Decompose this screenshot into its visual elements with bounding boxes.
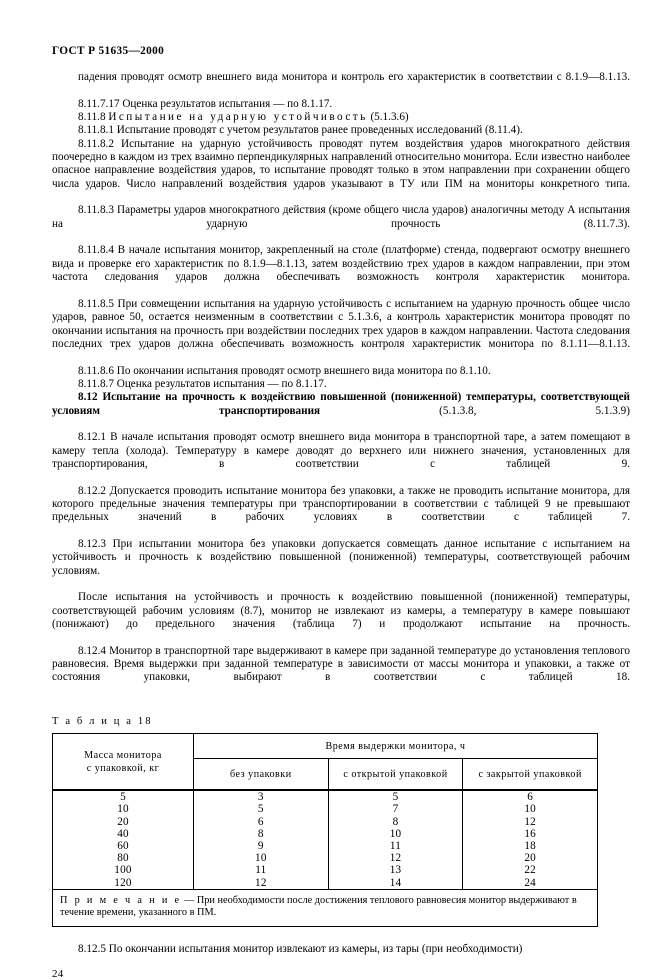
- paragraph-8-11-8-1: 8.11.8.1 Испытание проводят с учетом результатов ранее проведенных исследований (8.11.4).: [78, 124, 523, 137]
- table-note-text: — При необходимости после достижения теплового равновесия монитор выдерживают в течение времени, указанного в ПМ.: [60, 894, 577, 919]
- cell-value: 5: [392, 791, 399, 804]
- cell-value: 6: [257, 815, 264, 828]
- paragraph-8-11-8-6: 8.11.8.6 По окончании испытания проводят осмотр внешнего вида монитора по 8.1.10.: [78, 364, 491, 377]
- cell-value: 11: [389, 839, 402, 852]
- table-header-closed-packaging: с закрытой упаковкой: [463, 759, 598, 791]
- table-col-no-packaging: [194, 790, 329, 889]
- cell-value: 14: [389, 876, 402, 889]
- paragraph-8-11-8-7: 8.11.8.7 Оценка результатов испытания — по 8.1.17.: [78, 377, 327, 390]
- table-header-open-packaging: с открытой упаковкой: [328, 759, 463, 791]
- cell-value: 8: [257, 827, 264, 840]
- cell-value: 3: [257, 791, 264, 804]
- paragraph-8-11-8-5: 8.11.8.5 При совмещении испытания на ударную устойчивость с испытанием на ударную прочность общее число ударов, равное 50, остается неизменным в соответствии с 5.1.3.6, а контроль характеристик монитора проводят по окончании испытания на прочность при воздействии последних трех ударов в каждом направлении. Частота следования последних трех ударов должна обеспечивать возможность контроля характеристик монитора по 8.1.11—8.1.13.: [52, 297, 630, 350]
- cell-value: 9: [257, 839, 264, 852]
- table-col-closed-packaging: [463, 790, 598, 889]
- table-header-mass: [53, 734, 194, 791]
- paragraph-8-11-8-3: 8.11.8.3 Параметры ударов многократного действия (кроме общего числа ударов) аналогичны методу А испытания на ударную прочность (8.11.7.3).: [52, 204, 630, 230]
- paragraph-8-12-3b: После испытания на устойчивость и прочность к воздействию повышенной (пониженной) температуры, соответствующей рабочим условиям (8.7), монитор не извлекают из камеры, а температуру в камере повышают (понижают) до предельного значения (таблица 7) и продолжают испытание на прочность.: [52, 591, 630, 631]
- table-note: [53, 889, 598, 926]
- paragraph-continuation: падения проводят осмотр внешнего вида монитора и контроль его характеристик в соответствии с 8.1.9—8.1.13.: [78, 71, 630, 83]
- clause-title-spaced: Испытание на ударную устойчивость: [108, 111, 368, 124]
- cell-value: 10: [255, 852, 267, 865]
- table-18: [52, 733, 598, 927]
- table-note-row: [53, 889, 598, 926]
- table-header-no-packaging: без упаковки: [194, 759, 329, 791]
- cell-value: 12: [524, 815, 536, 828]
- cell-value: 12: [255, 876, 267, 889]
- table-header-mass-line2: с упаковкой, кг: [86, 762, 160, 774]
- paragraph-8-11-8-4: 8.11.8.4 В начале испытания монитор, закрепленный на столе (платформе) стенда, подвергают осмотру внешнего вида и проверке его характеристик по 8.1.9—8.1.13, затем воздействию трех ударов в каждом направлении, при этом частота следования ударов должна обеспечивать возможность контроля характеристик монитора.: [52, 244, 630, 284]
- paragraph-8-12-1: 8.12.1 В начале испытания проводят осмотр внешнего вида монитора в транспортной таре, а затем помещают в камеру тепла (холода). Температуру в камере доводят до верхнего или нижнего значения, установленных для транспортирования, в соответствии с таблицей 9.: [52, 431, 630, 470]
- paragraph-8-11-8-heading: [52, 111, 630, 124]
- table-caption: Т а б л и ц а 18: [52, 716, 153, 728]
- cell-value: 18: [524, 839, 536, 852]
- cell-value: 80: [117, 852, 129, 865]
- cell-value: 6: [527, 791, 534, 804]
- table-header: [53, 734, 598, 791]
- page-number: 24: [52, 968, 64, 980]
- cell-value: 10: [389, 827, 402, 840]
- clause-reference: (5.1.3.8, 5.1.3.9): [320, 404, 631, 417]
- cell-value: 8: [392, 815, 399, 828]
- tail-section: [52, 943, 630, 980]
- cell-value: 7: [392, 803, 399, 816]
- table-header-group: Время выдержки монитора, ч: [194, 734, 598, 759]
- table-header-row-1: [53, 734, 598, 759]
- cell-value: 20: [524, 852, 536, 865]
- cell-value: 12: [389, 852, 402, 865]
- cell-value: 20: [117, 815, 129, 828]
- paragraph-8-12-4: 8.12.4 Монитор в транспортной таре выдерживают в камере при заданной температуре до установления теплового равновесия. Время выдержки при заданной температуре в зависимости от массы монитора и упаковки, а также от состояния упаковки, выбирают в соответствии с таблицей 18.: [52, 644, 630, 684]
- table-note-label: П р и м е ч а н и е: [60, 894, 182, 906]
- paragraph-8-12-heading: [52, 391, 630, 431]
- table-col-mass: [53, 790, 194, 889]
- paragraph-8-12-2: 8.12.2 Допускается проводить испытание монитора без упаковки, а также не проводить испытание монитора, для которого предельные значения температуры при транспортировании в соответствии с таблицей 9 не превышают предельных значений в рабочих условиях в соответствии с таблицей 7.: [52, 484, 630, 524]
- cell-value: 10: [524, 803, 536, 816]
- cell-value: 100: [114, 864, 132, 877]
- paragraph-8-11-7-17: 8.11.7.17 Оценка результатов испытания — по 8.1.17.: [78, 97, 333, 110]
- body-text-column: [52, 71, 630, 698]
- paragraph-8-11-8-2: 8.11.8.2 Испытание на ударную устойчивость проводят путем воздействия ударов многократного действия поочередно в каждом из трех взаимно перпендикулярных направлений относительно монитора. Если известно наиболее опасное направление воздействия ударов, то испытание проводят только в этом направлении при сохранении общего числа ударов. Число направлений воздействия ударов указывают в ТУ или ПМ на мониторы конкретного типа.: [52, 137, 630, 190]
- cell-value: 24: [524, 876, 536, 889]
- running-head: ГОСТ Р 51635—2000: [52, 45, 165, 57]
- cell-value: 13: [389, 864, 402, 877]
- cell-value: 10: [117, 803, 129, 816]
- paragraph-8-12-3: 8.12.3 При испытании монитора без упаковки допускается совмещать данное испытание с испытанием на устойчивость и прочность к воздействию повышенной (пониженной) температуры, соответствующей рабочим условиям.: [52, 538, 630, 577]
- table-row: [53, 790, 598, 889]
- cell-value: 5: [120, 791, 126, 804]
- cell-value: 120: [114, 876, 132, 889]
- table-col-open-packaging: [328, 790, 463, 889]
- table-body: [53, 790, 598, 926]
- cell-value: 16: [524, 827, 536, 840]
- cell-value: 40: [117, 827, 129, 840]
- clause-number: 8.11.8: [78, 111, 109, 124]
- cell-value: 11: [255, 864, 267, 877]
- cell-value: 5: [257, 803, 264, 816]
- cell-value: 60: [117, 839, 129, 852]
- cell-value: 22: [524, 864, 536, 877]
- paragraph-8-12-5: 8.12.5 По окончании испытания монитор извлекают из камеры, из тары (при необходимости): [78, 942, 523, 955]
- clause-title-bold: 8.12 Испытание на прочность к воздействию повышенной (пониженной) температуры, соответствующей условиям транспортирования: [52, 391, 630, 417]
- clause-reference: (5.1.3.6): [367, 111, 409, 124]
- table-header-mass-line1: Масса монитора: [84, 749, 162, 761]
